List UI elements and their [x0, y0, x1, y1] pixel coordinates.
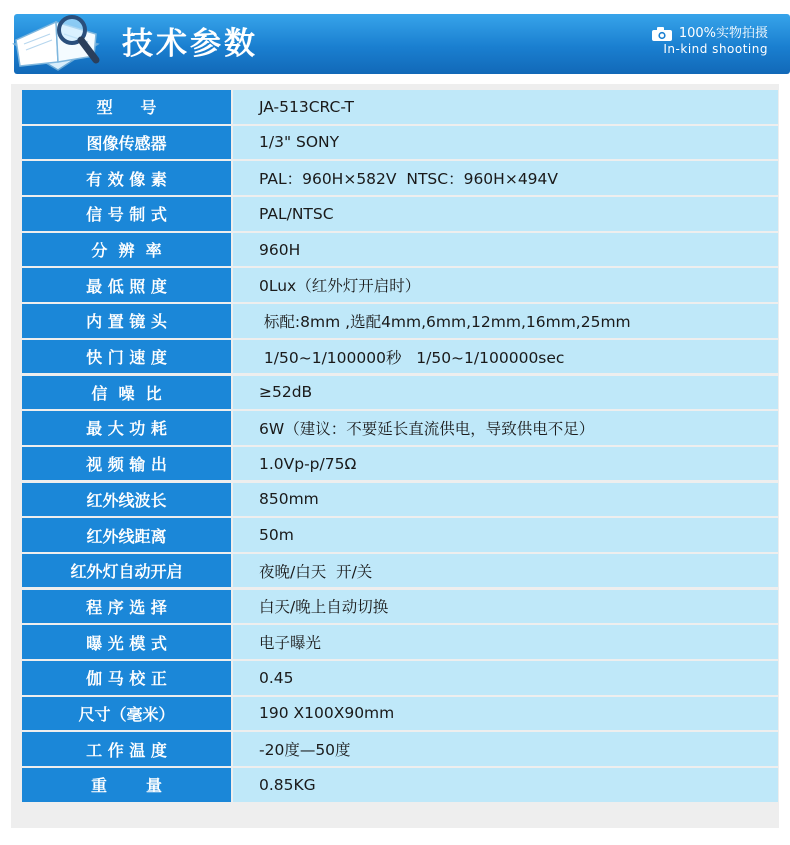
camera-icon: [651, 26, 673, 42]
spec-row: [22, 411, 778, 445]
spec-value: 1.0Vp-p/75Ω: [233, 447, 778, 481]
spec-row: [22, 197, 778, 231]
spec-value: PAL/NTSC: [233, 197, 778, 231]
spec-table: [22, 90, 778, 804]
spec-value: 50m: [233, 518, 778, 552]
spec-row: [22, 768, 778, 802]
header: [0, 0, 790, 80]
spec-row: [22, 661, 778, 695]
spec-label: 最 大 功 耗: [22, 411, 231, 445]
spec-value: 0.45: [233, 661, 778, 695]
spec-value: 190 X100X90mm: [233, 697, 778, 731]
spec-label: 快 门 速 度: [22, 340, 231, 374]
spec-row: [22, 732, 778, 766]
spec-label: 程 序 选 择: [22, 590, 231, 624]
spec-row: [22, 233, 778, 267]
spec-label: 信 号 制 式: [22, 197, 231, 231]
spec-value: 夜晚/白天 开/关: [233, 554, 778, 588]
spec-row: [22, 697, 778, 731]
spec-value: PAL：960H×582V NTSC：960H×494V: [233, 161, 778, 195]
real-photo-badge: [651, 26, 768, 56]
spec-label: 红外线距离: [22, 518, 231, 552]
spec-label: 伽 马 校 正: [22, 661, 231, 695]
spec-row: [22, 483, 778, 517]
spec-value: 850mm: [233, 483, 778, 517]
spec-value: -20度—50度: [233, 732, 778, 766]
page-title: 技术参数: [122, 26, 258, 62]
spec-value: JA-513CRC-T: [233, 90, 778, 124]
spec-value: 电子曝光: [233, 625, 778, 659]
spec-label: 最 低 照 度: [22, 268, 231, 302]
spec-row: [22, 304, 778, 338]
spec-label: 有 效 像 素: [22, 161, 231, 195]
spec-value: ≥52dB: [233, 376, 778, 410]
spec-label: 型 号: [22, 90, 231, 124]
spec-value: 960H: [233, 233, 778, 267]
spec-label: 红外灯自动开启: [22, 554, 231, 588]
spec-value: 1/50~1/100000秒 1/50~1/100000sec: [233, 340, 778, 374]
spec-label: 图像传感器: [22, 126, 231, 160]
spec-row: [22, 625, 778, 659]
spec-row: [22, 590, 778, 624]
badge-text: 100%实物拍摄: [678, 26, 768, 41]
spec-row: [22, 554, 778, 588]
spec-value: 0.85KG: [233, 768, 778, 802]
spec-label: 信 噪 比: [22, 376, 231, 410]
spec-label: 分 辨 率: [22, 233, 231, 267]
spec-row: [22, 90, 778, 124]
spec-row: [22, 340, 778, 374]
spec-value: 1/3" SONY: [233, 126, 778, 160]
spec-label: 工 作 温 度: [22, 732, 231, 766]
spec-row: [22, 161, 778, 195]
spec-label: 红外线波长: [22, 483, 231, 517]
spec-label: 尺寸（毫米）: [22, 697, 231, 731]
spec-row: [22, 268, 778, 302]
book-magnifier-icon: [6, 4, 106, 80]
badge-subtext: In-kind shooting: [663, 42, 768, 56]
spec-value: 标配:8mm ,选配4mm,6mm,12mm,16mm,25mm: [233, 304, 778, 338]
spec-row: [22, 518, 778, 552]
spec-label: 视 频 输 出: [22, 447, 231, 481]
spec-value: 白天/晚上自动切换: [233, 590, 778, 624]
spec-label: 内 置 镜 头: [22, 304, 231, 338]
spec-value: 6W（建议：不要延长直流供电，导致供电不足）: [233, 411, 778, 445]
spec-row: [22, 126, 778, 160]
spec-value: 0Lux（红外灯开启时）: [233, 268, 778, 302]
spec-label: 曝 光 模 式: [22, 625, 231, 659]
spec-label: 重 量: [22, 768, 231, 802]
spec-row: [22, 376, 778, 410]
spec-row: [22, 447, 778, 481]
